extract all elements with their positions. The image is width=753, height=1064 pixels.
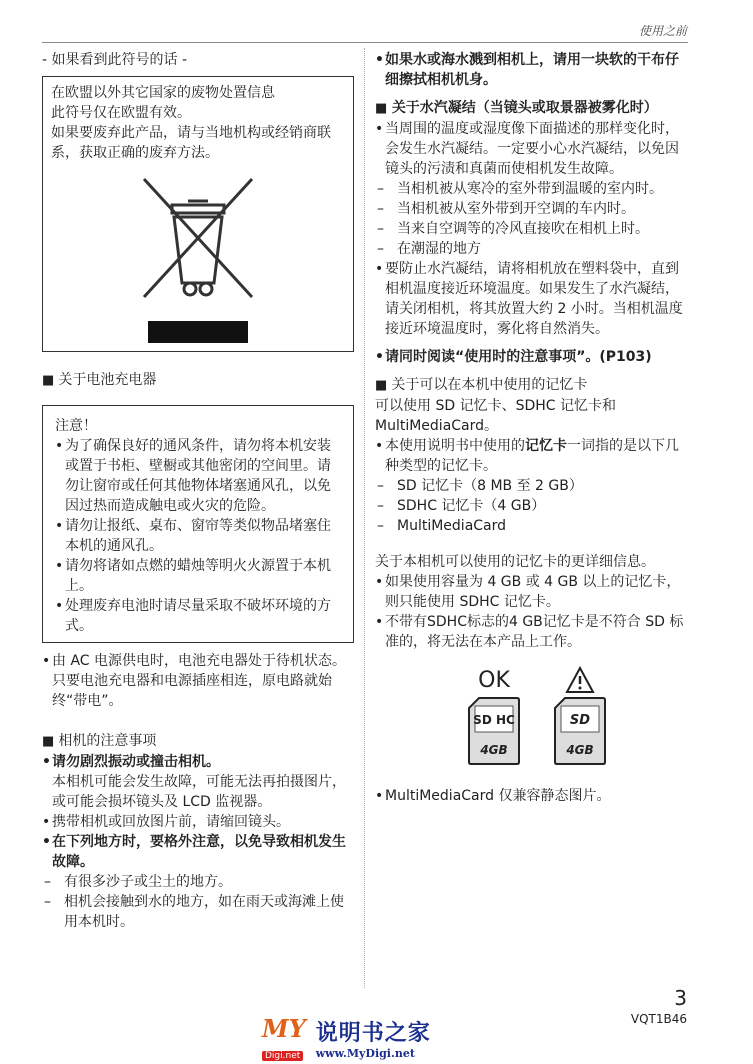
charger-heading: ■ 关于电池充电器 xyxy=(42,370,354,391)
condense-bullet: • 当周围的温度或湿度像下面描述的那样变化时，会发生水汽凝结。一定要小心水汽凝结，以免因镜头的污渍和真菌而使相机发生故障。 xyxy=(375,119,688,179)
site-logo xyxy=(262,1014,431,1062)
condense-dash-item: – 当来自空调等的冷风直接吹在相机上时。 xyxy=(375,219,688,239)
mydigi-logo-mark xyxy=(262,1014,306,1062)
ok-label: OK xyxy=(478,668,510,693)
camera-bullet: • 携带相机或回放图片前，请缩回镜头。 xyxy=(42,812,354,832)
camera-bullet-note: 本相机可能会发生故障，可能无法再拍摄图片，或可能会损坏镜头及 LCD 监视器。 xyxy=(52,774,346,810)
card-heading: ■ 关于可以在本机中使用的记忆卡 xyxy=(375,375,688,396)
sdhc-logo-text: SD HC xyxy=(473,713,515,727)
sdhc-logo-bullet: • 不带有SDHC标志的4 GB记忆卡是不符合 SD 标准的，将无法在本产品上工作。 xyxy=(375,612,688,652)
camera-bullet: • 在下列地方时，要格外注意，以免导致相机发生故障。 xyxy=(42,832,354,872)
logo-text: 说明书之家 xyxy=(315,1021,431,1046)
card-bullet-post: 一词指的是以下几种类型的记忆卡。 xyxy=(385,438,679,474)
weee-box-title: 在欧盟以外其它国家的废物处置信息 xyxy=(51,85,275,101)
sd-card-warning xyxy=(553,666,607,772)
crossed-bin-icon xyxy=(136,171,260,343)
capacity-bullet: • 如果使用容量为 4 GB 或 4 GB 以上的记忆卡，则只能使用 SDHC 记忆卡。 xyxy=(375,572,688,612)
mmc-bullet: • MultiMediaCard 仅兼容静态图片。 xyxy=(375,786,688,806)
card-bullet-bold: 记忆卡 xyxy=(525,438,567,454)
caution-box xyxy=(42,405,354,643)
logo-net: Digi.net xyxy=(262,1051,303,1061)
caution-item: • 请勿让报纸、桌布、窗帘等类似物品堵塞住本机的通风孔。 xyxy=(55,516,343,556)
logo-my: MY xyxy=(262,1014,306,1043)
header-rule xyxy=(42,42,688,43)
card-bullet-pre: 本使用说明书中使用的 xyxy=(385,438,525,454)
more-info: 关于本相机可以使用的记忆卡的更详细信息。 xyxy=(375,554,655,570)
condense-dash-item: – 当相机被从室外带到开空调的车内时。 xyxy=(375,199,688,219)
column-separator xyxy=(364,48,365,988)
standby-bullet: • 由 AC 电源供电时，电池充电器处于待机状态。 xyxy=(42,651,354,671)
card-type-item: – MultiMediaCard xyxy=(375,516,688,536)
standby-note: 只要电池充电器和电源插座相连，原电路就始终“带电”。 xyxy=(52,673,332,709)
document-code: VQT1B46 xyxy=(630,1012,687,1026)
weee-box-line1: 此符号仅在欧盟有效。 xyxy=(51,105,191,121)
logo-url: www.MyDigi.net xyxy=(315,1047,415,1060)
card-intro: 可以使用 SD 记忆卡、SDHC 记忆卡和 MultiMediaCard。 xyxy=(375,398,616,434)
condense-dash-item: – 当相机被从寒冷的室外带到温暖的室内时。 xyxy=(375,179,688,199)
caution-item: • 为了确保良好的通风条件，请勿将本机安装或置于书柜、壁橱或其他密闭的空间里。请勿让窗帘或任何其他物体堵塞通风孔，以免因过热而造成触电或火灾的危险。 xyxy=(55,436,343,516)
water-bullet: • 如果水或海水溅到相机上，请用一块软的干布仔细擦拭相机机身。 xyxy=(375,50,688,90)
camera-heading: ■ 相机的注意事项 xyxy=(42,731,354,752)
sdhc-card-ok xyxy=(467,666,521,772)
caution-item: • 请勿将诸如点燃的蜡烛等明火火源置于本机上。 xyxy=(55,556,343,596)
read-bullet: • 请同时阅读“使用时的注意事项”。(P103) xyxy=(375,347,688,367)
condense-heading: ■ 关于水汽凝结（当镜头或取景器被雾化时） xyxy=(375,98,688,119)
right-column xyxy=(375,50,688,806)
prevent-bullet: • 要防止水汽凝结，请将相机放在塑料袋中，直到相机温度接近环境温度。如果发生了水汽凝结，请关闭相机，将其放置大约 2 小时。当相机温度接近环境温度时，雾化将自然消失。 xyxy=(375,259,688,339)
weee-box-line2: 如果要废弃此产品，请与当地机构或经销商联系，获取正确的废弃方法。 xyxy=(51,125,331,161)
sdhc-card-icon xyxy=(467,696,521,766)
caution-item: • 处理废弃电池时请尽量采取不破坏环境的方式。 xyxy=(55,596,343,636)
weee-box xyxy=(42,76,354,352)
warning-icon xyxy=(553,666,607,696)
left-column xyxy=(42,50,354,932)
camera-bullet: • 请勿剧烈振动或撞击相机。 xyxy=(42,752,354,772)
camera-dash-item: – 有很多沙子或尘土的地方。 xyxy=(42,872,354,892)
weee-title: - 如果看到此符号的话 - xyxy=(42,52,188,68)
header-title: 使用之前 xyxy=(638,24,687,38)
caution-title: 注意！ xyxy=(55,418,97,434)
sd-card-icon xyxy=(553,696,607,766)
sd-logo-text: SD xyxy=(569,713,591,728)
card-capacity-text: 4GB xyxy=(480,743,508,757)
condense-dash-item: – 在潮湿的地方 xyxy=(375,239,688,259)
card-type-item: – SD 记忆卡（8 MB 至 2 GB） xyxy=(375,476,688,496)
card-illustrations xyxy=(467,666,688,772)
card-capacity-text: 4GB xyxy=(566,743,594,757)
card-bullet xyxy=(375,436,688,476)
camera-dash-item: – 相机会接触到水的地方，如在雨天或海滩上使用本机时。 xyxy=(42,892,354,932)
page-number: 3 xyxy=(674,986,687,1010)
card-type-item: – SDHC 记忆卡（4 GB） xyxy=(375,496,688,516)
